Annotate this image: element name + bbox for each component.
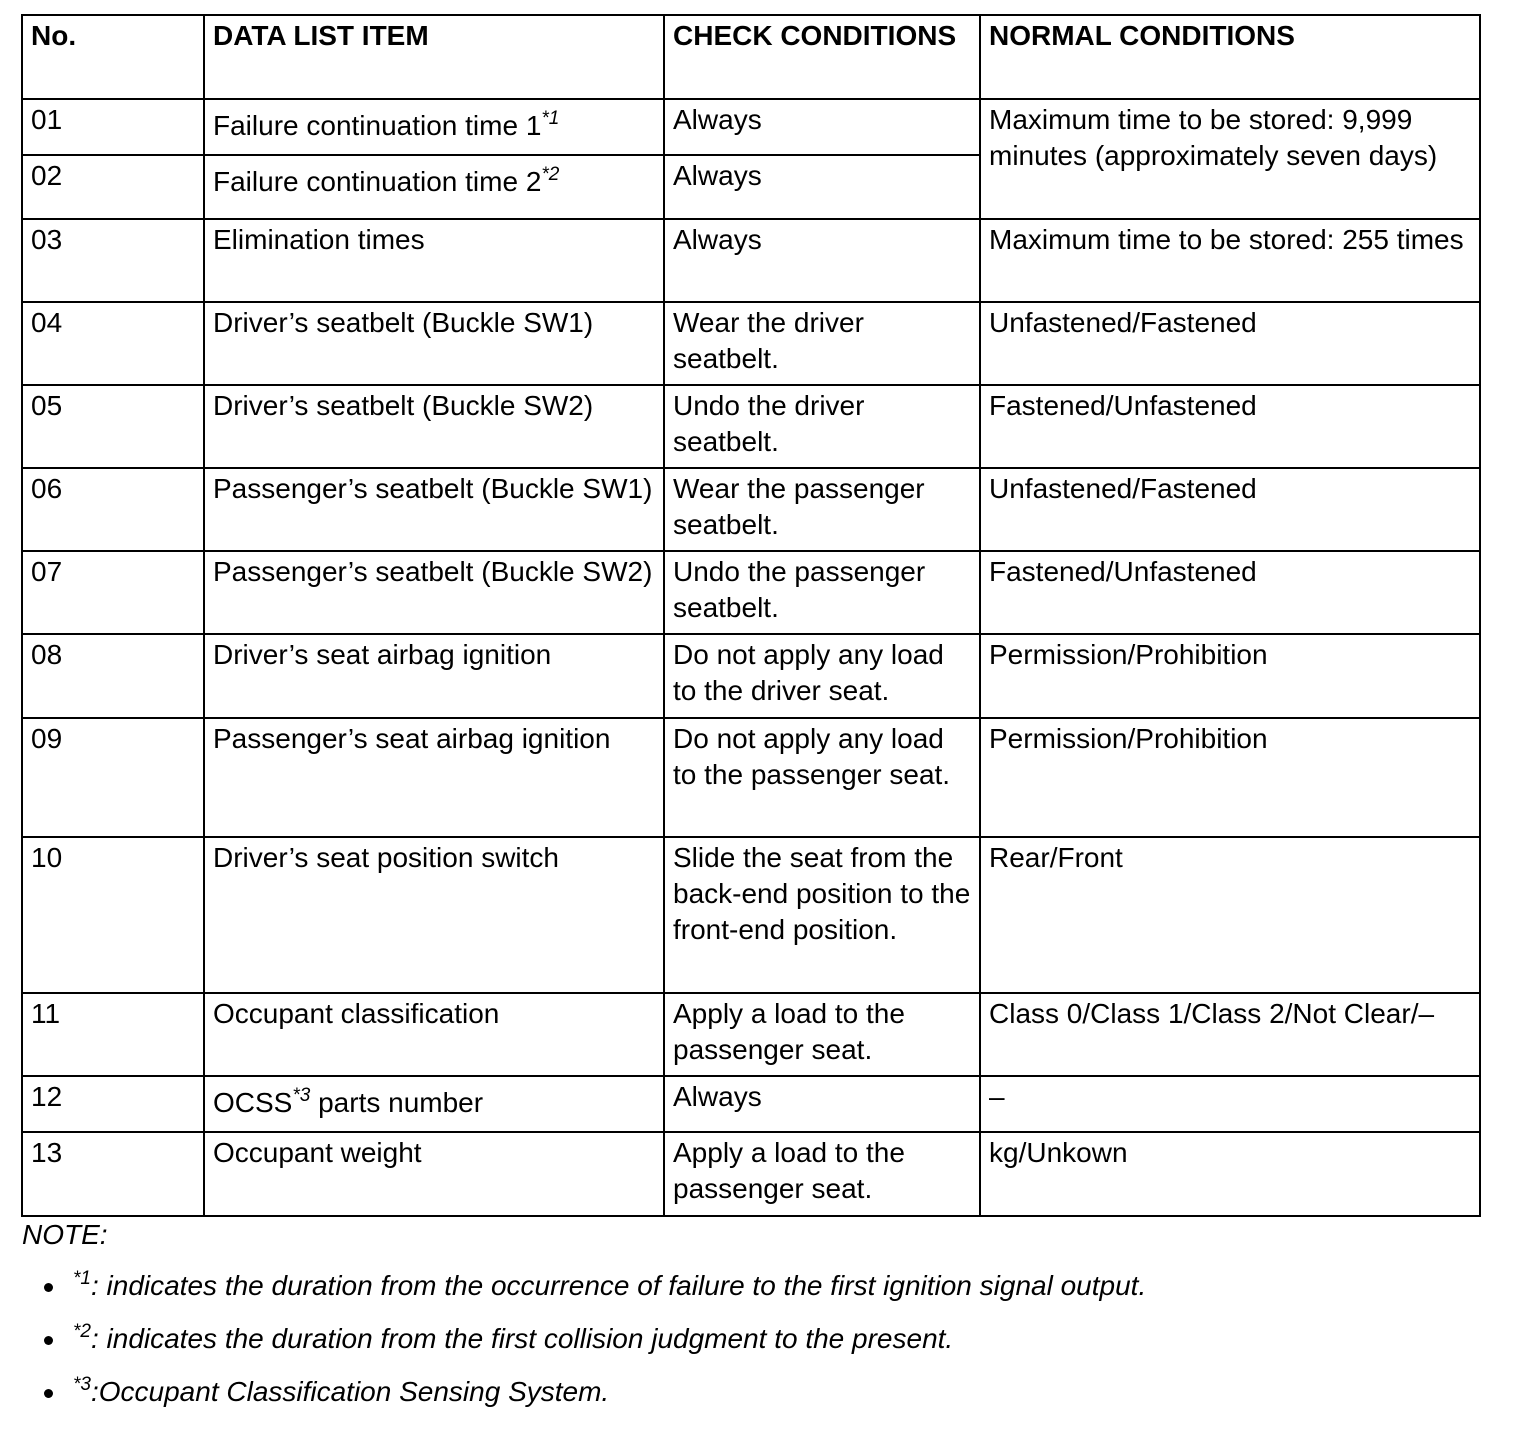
header-no: No. xyxy=(22,15,204,99)
header-check-conditions: CHECK CONDITIONS xyxy=(664,15,980,99)
normal-condition: Unfastened/Fastened xyxy=(980,468,1480,551)
data-list-table xyxy=(21,14,1481,1217)
row-number: 07 xyxy=(22,551,204,634)
row-number: 04 xyxy=(22,302,204,385)
data-list-item: Driver’s seatbelt (Buckle SW2) xyxy=(204,385,664,468)
check-condition: Always xyxy=(664,1076,980,1132)
data-list-item xyxy=(204,155,664,219)
check-condition: Always xyxy=(664,99,980,155)
row-number: 10 xyxy=(22,837,204,993)
data-list-item: Driver’s seat position switch xyxy=(204,837,664,993)
note-title: NOTE: xyxy=(22,1219,108,1250)
footnote-text: :Occupant Classification Sensing System. xyxy=(90,1376,610,1407)
check-condition: Slide the seat from the back-end position to the front-end position. xyxy=(664,837,980,993)
data-list-item: Passenger’s seatbelt (Buckle SW2) xyxy=(204,551,664,634)
table-row xyxy=(22,837,1480,993)
normal-condition: Rear/Front xyxy=(980,837,1480,993)
check-condition: Undo the passenger seatbelt. xyxy=(664,551,980,634)
table-row xyxy=(22,99,1480,155)
table-row xyxy=(22,551,1480,634)
normal-condition: Unfastened/Fastened xyxy=(980,302,1480,385)
row-number: 05 xyxy=(22,385,204,468)
footnote-mark: *1 xyxy=(73,1268,91,1289)
normal-condition: Fastened/Unfastened xyxy=(980,551,1480,634)
data-list-item: Passenger’s seatbelt (Buckle SW1) xyxy=(204,468,664,551)
bullet-icon xyxy=(44,1336,53,1345)
normal-condition: Class 0/Class 1/Class 2/Not Clear/– xyxy=(980,993,1480,1076)
table-row xyxy=(22,718,1480,837)
row-number: 13 xyxy=(22,1132,204,1216)
row-number: 06 xyxy=(22,468,204,551)
normal-condition: Permission/Prohibition xyxy=(980,634,1480,718)
item-text-suffix: parts number xyxy=(310,1087,484,1118)
row-number: 01 xyxy=(22,99,204,155)
table-row xyxy=(22,1132,1480,1216)
check-condition: Wear the passenger seatbelt. xyxy=(664,468,980,551)
item-text: Failure continuation time 2 xyxy=(213,166,542,197)
data-list-item xyxy=(204,1076,664,1132)
header-normal-conditions: NORMAL CONDITIONS xyxy=(980,15,1480,99)
row-number: 09 xyxy=(22,718,204,837)
row-number: 12 xyxy=(22,1076,204,1132)
check-condition: Undo the driver seatbelt. xyxy=(664,385,980,468)
item-footnote-mark: *1 xyxy=(541,108,560,129)
data-list-item: Occupant classification xyxy=(204,993,664,1076)
footnote-mark: *2 xyxy=(73,1321,91,1342)
footnote-item xyxy=(44,1270,1146,1302)
row-number: 08 xyxy=(22,634,204,718)
item-footnote-mark: *2 xyxy=(541,164,560,185)
normal-condition: kg/Unkown xyxy=(980,1132,1480,1216)
table-row xyxy=(22,1076,1480,1132)
row-number: 02 xyxy=(22,155,204,219)
data-list-item xyxy=(204,99,664,155)
table-row xyxy=(22,634,1480,718)
footnote-text: : indicates the duration from the occurrence of failure to the first ignition signal output. xyxy=(90,1270,1147,1301)
data-list-item: Passenger’s seat airbag ignition xyxy=(204,718,664,837)
normal-condition: Permission/Prohibition xyxy=(980,718,1480,837)
table-row xyxy=(22,219,1480,302)
table-row xyxy=(22,993,1480,1076)
check-condition: Always xyxy=(664,219,980,302)
footnote-text: : indicates the duration from the first collision judgment to the present. xyxy=(90,1323,954,1354)
normal-condition: Maximum time to be stored: 9,999 minutes (approximately seven days) xyxy=(980,99,1480,219)
check-condition: Do not apply any load to the passenger seat. xyxy=(664,718,980,837)
footnote-item xyxy=(44,1376,609,1408)
item-footnote-mark: *3 xyxy=(292,1085,311,1106)
data-list-item: Driver’s seatbelt (Buckle SW1) xyxy=(204,302,664,385)
check-condition: Wear the driver seatbelt. xyxy=(664,302,980,385)
footnote-mark: *3 xyxy=(73,1374,91,1395)
row-number: 03 xyxy=(22,219,204,302)
header-data-list-item: DATA LIST ITEM xyxy=(204,15,664,99)
table-row xyxy=(22,468,1480,551)
check-condition: Apply a load to the passenger seat. xyxy=(664,1132,980,1216)
row-number: 11 xyxy=(22,993,204,1076)
table-row xyxy=(22,385,1480,468)
bullet-icon xyxy=(44,1389,53,1398)
item-text: Failure continuation time 1 xyxy=(213,110,542,141)
check-condition: Always xyxy=(664,155,980,219)
table-row xyxy=(22,302,1480,385)
bullet-icon xyxy=(44,1283,53,1292)
table-header-row xyxy=(22,15,1480,99)
normal-condition: – xyxy=(980,1076,1480,1132)
footnote-item xyxy=(44,1323,953,1355)
check-condition: Apply a load to the passenger seat. xyxy=(664,993,980,1076)
data-list-item: Driver’s seat airbag ignition xyxy=(204,634,664,718)
data-list-item: Occupant weight xyxy=(204,1132,664,1216)
check-condition: Do not apply any load to the driver seat. xyxy=(664,634,980,718)
data-list-item: Elimination times xyxy=(204,219,664,302)
normal-condition: Fastened/Unfastened xyxy=(980,385,1480,468)
normal-condition: Maximum time to be stored: 255 times xyxy=(980,219,1480,302)
item-text: OCSS xyxy=(213,1087,293,1118)
